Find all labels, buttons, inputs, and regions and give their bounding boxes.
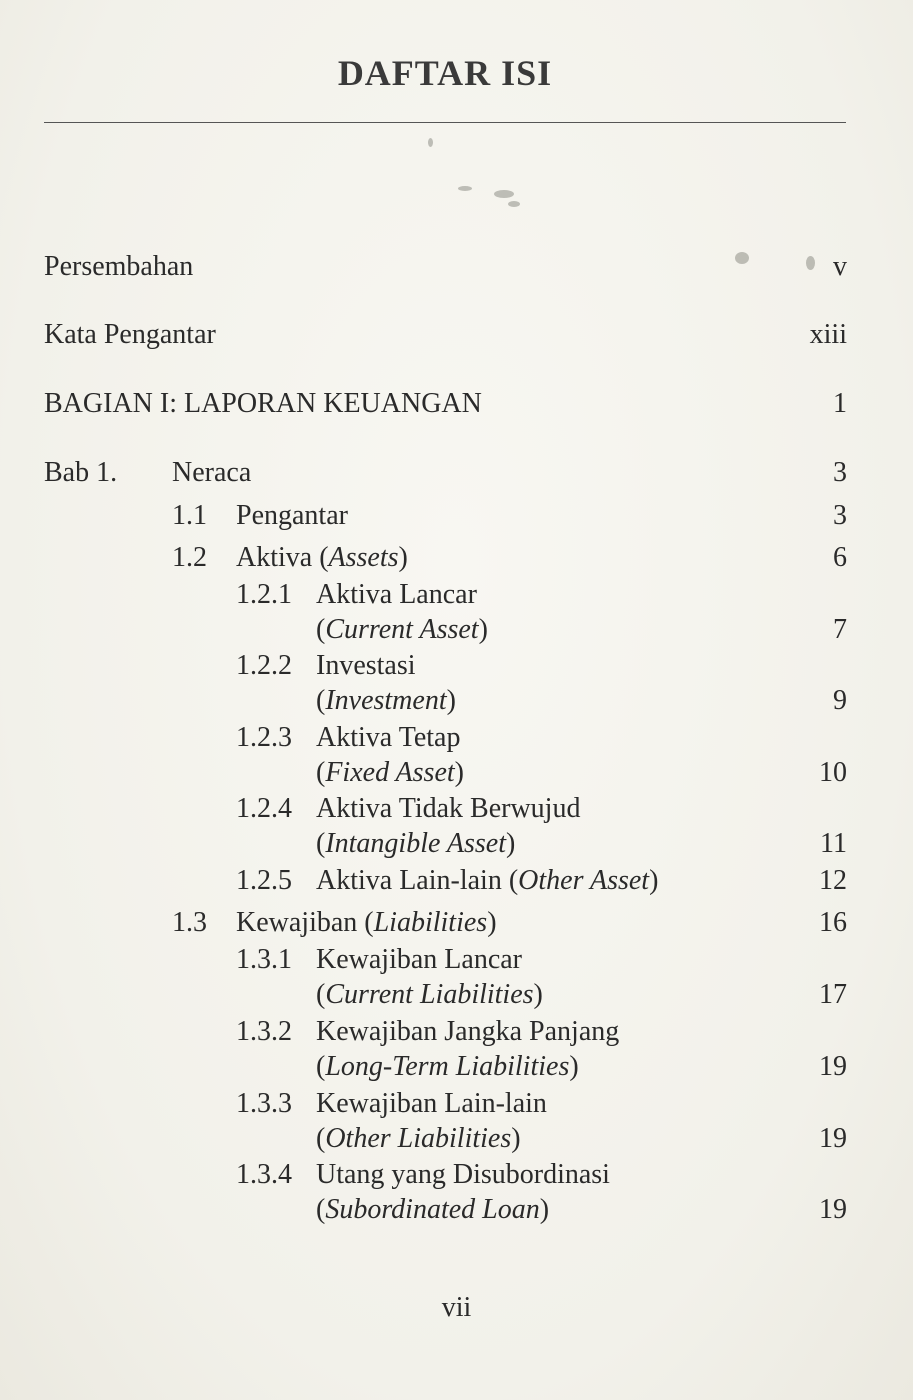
entry-page: 1	[833, 388, 847, 419]
entry-label: Pengantar	[236, 500, 348, 531]
toc-subsection	[0, 1158, 913, 1228]
label-english: Assets	[328, 542, 399, 573]
section-number: 1.2.4	[236, 793, 292, 824]
entry-label: Aktiva Lancar	[316, 579, 477, 610]
section-number: 1.2.2	[236, 650, 292, 681]
paren: (	[316, 828, 326, 859]
label-english: Fixed Asset	[325, 757, 455, 788]
entry-page: xiii	[809, 319, 847, 350]
entry-english	[316, 827, 515, 861]
entry-english	[316, 1050, 579, 1084]
paren: (	[316, 757, 326, 788]
entry-english	[316, 1122, 521, 1156]
label-english: Investment	[325, 685, 447, 716]
chapter-prefix: Bab 1.	[44, 457, 118, 488]
entry-page: 19	[819, 1051, 847, 1082]
entry-page: 9	[833, 685, 847, 716]
section-number: 1.2.3	[236, 722, 292, 753]
label-english: Other Liabilities	[325, 1123, 512, 1154]
toc-subsection	[0, 792, 913, 862]
section-number: 1.1	[172, 500, 207, 531]
entry-label: Kewajiban Lain-lain	[316, 1088, 547, 1119]
entry-page: 6	[833, 542, 847, 573]
label-close: )	[487, 907, 497, 938]
entry-page: 3	[833, 500, 847, 531]
entry-page: 12	[819, 865, 847, 896]
entry-english	[316, 684, 456, 718]
label-english: Intangible Asset	[325, 828, 507, 859]
entry-label: Neraca	[172, 457, 252, 488]
paren: (	[316, 979, 326, 1010]
paren: (	[316, 685, 326, 716]
entry-label: Aktiva Tetap	[316, 722, 461, 753]
label-text: Kewajiban (	[236, 907, 374, 938]
section-number: 1.2.1	[236, 579, 292, 610]
label-english: Liabilities	[373, 907, 488, 938]
entry-english	[316, 1193, 549, 1227]
entry-label: BAGIAN I: LAPORAN KEUANGAN	[44, 388, 482, 419]
label-close: )	[398, 542, 408, 573]
label-close: )	[649, 865, 659, 896]
toc-subsection	[0, 649, 913, 719]
section-number: 1.2	[172, 542, 207, 573]
entry-page: 19	[819, 1194, 847, 1225]
scan-speck	[494, 190, 514, 198]
entry-label: Kewajiban Jangka Panjang	[316, 1016, 620, 1047]
toc-subsection	[0, 721, 913, 791]
toc-subsection	[0, 1087, 913, 1157]
label-english: Current Liabilities	[325, 979, 534, 1010]
scan-speck	[806, 256, 815, 270]
section-number: 1.2.5	[236, 865, 292, 896]
entry-page: 19	[819, 1123, 847, 1154]
paren: (	[316, 614, 326, 645]
section-number: 1.3.1	[236, 944, 292, 975]
section-number: 1.3.3	[236, 1088, 292, 1119]
label-english: Current Asset	[325, 614, 479, 645]
paren: (	[316, 1051, 326, 1082]
toc-subsection	[0, 578, 913, 648]
entry-label: Kewajiban Lancar	[316, 944, 522, 975]
paren: )	[506, 828, 516, 859]
paren: (	[316, 1194, 326, 1225]
toc-subsection	[0, 1015, 913, 1085]
scan-speck	[735, 252, 749, 264]
paren: )	[569, 1051, 579, 1082]
scan-speck	[428, 138, 433, 147]
entry-page: v	[833, 251, 847, 282]
scan-speck	[458, 186, 472, 191]
entry-page: 3	[833, 457, 847, 488]
paren: )	[478, 614, 488, 645]
label-english: Subordinated Loan	[325, 1194, 540, 1225]
entry-label	[236, 906, 497, 940]
entry-page: 16	[819, 907, 847, 938]
paren: )	[533, 979, 543, 1010]
page-title: DAFTAR ISI	[337, 53, 553, 93]
label-text: Aktiva (	[236, 542, 329, 573]
entry-label: Kata Pengantar	[44, 319, 216, 350]
section-number: 1.3.2	[236, 1016, 292, 1047]
page-number-footer: vii	[441, 1292, 472, 1323]
paren: (	[316, 1123, 326, 1154]
label-english: Other Asset	[518, 865, 650, 896]
toc-subsection	[0, 943, 913, 1013]
paren: )	[539, 1194, 550, 1225]
entry-label: Investasi	[316, 650, 416, 681]
label-text: Aktiva Lain-lain (	[316, 865, 519, 896]
paren: )	[511, 1123, 521, 1154]
entry-label: Aktiva Tidak Berwujud	[316, 793, 581, 824]
paren: )	[446, 685, 456, 716]
entry-label	[316, 864, 658, 898]
entry-page: 17	[819, 979, 847, 1010]
section-number: 1.3	[172, 907, 207, 938]
entry-english	[316, 978, 543, 1012]
section-number: 1.3.4	[236, 1159, 292, 1190]
entry-label	[236, 541, 408, 575]
title-rule	[44, 122, 846, 123]
entry-page: 10	[819, 757, 847, 788]
entry-label: Utang yang Disubordinasi	[316, 1159, 610, 1190]
entry-label: Persembahan	[44, 251, 194, 282]
entry-page: 7	[833, 614, 847, 645]
entry-english	[316, 756, 464, 790]
scan-speck	[508, 201, 520, 207]
label-english: Long-Term Liabilities	[325, 1051, 570, 1082]
entry-english	[316, 613, 488, 647]
paren: )	[454, 757, 464, 788]
entry-page: 11	[820, 828, 847, 859]
